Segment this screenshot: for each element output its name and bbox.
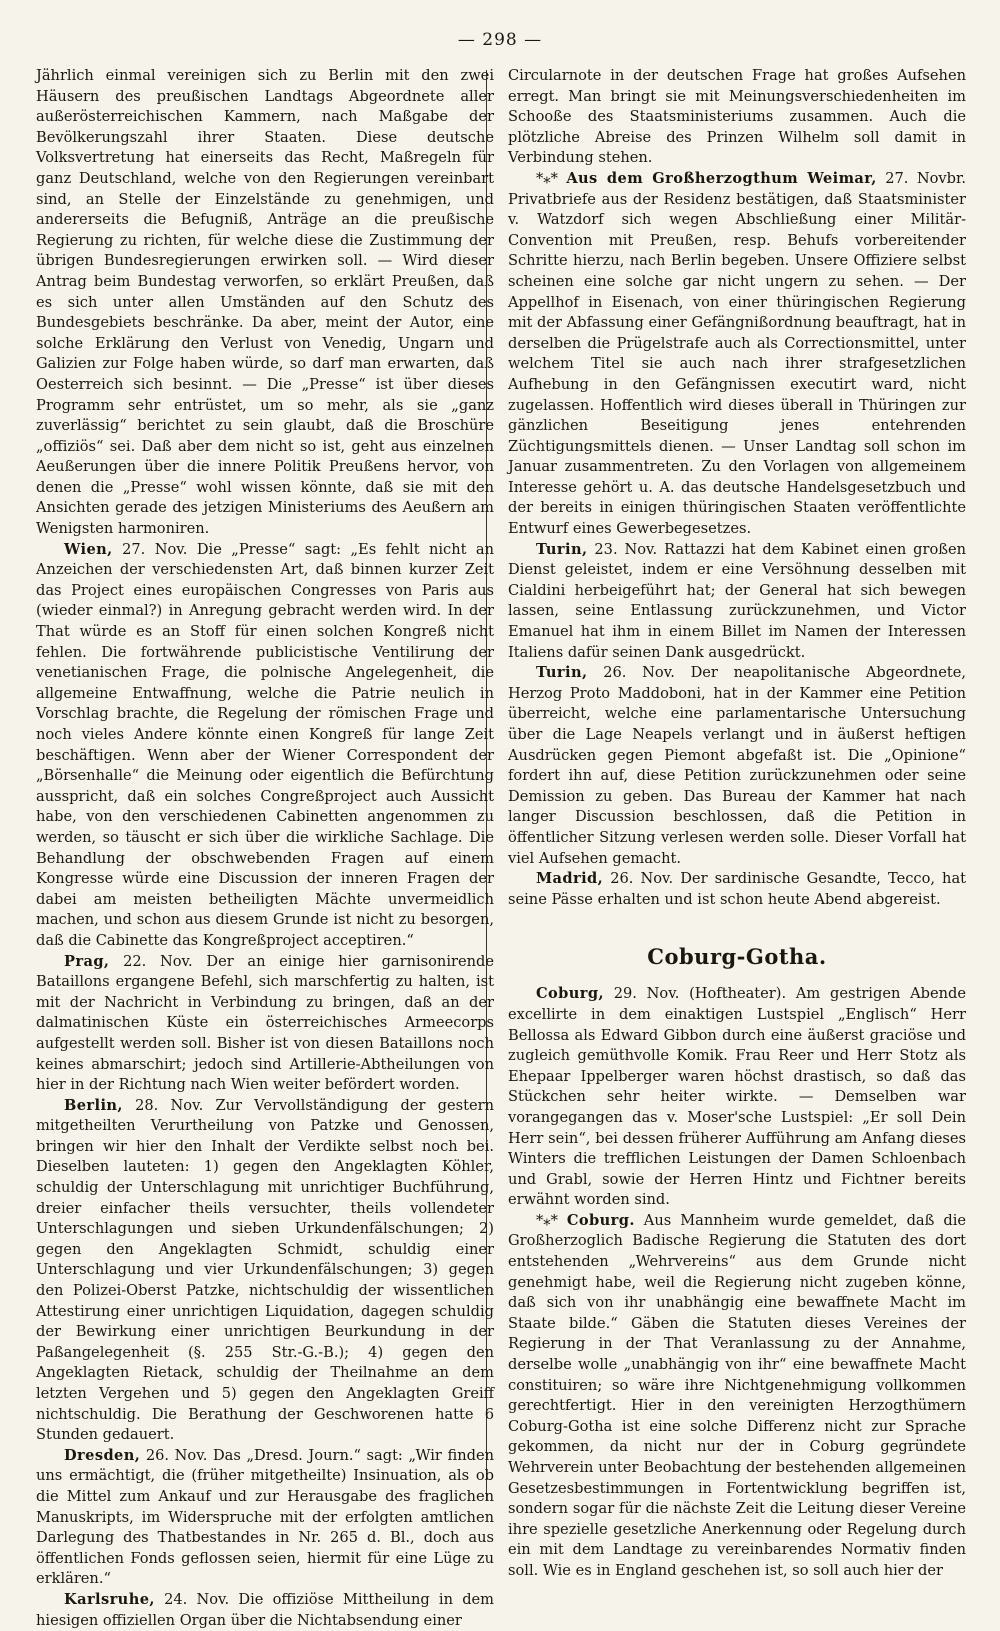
article-wien (36, 540, 494, 952)
text-coburg-1: Am gestrigen Abende excellirte in dem einaktigen Lustspiel „Englisch“ Herr Bellossa als Edward Gibbon durch eine äußerst graciöse und zugleich gemüthvolle Komik. Frau Reer und Herr Stotz als Ehepaar Ippelberger waren höchst drastisch, so daß das Stückchen sehr heiter wirkte. — Demselben war vorangegangen das v. Moser'sche Lustspiel: „Er soll Dein Herr sein“, bei dessen früherer Aufführung am Anfang dieses Winters die trefflichen Leistungen der Damen Schloenbach und Grabl, sowie der Herren Hintz und Fichtner bereits erwähnt worden sind. (508, 985, 966, 1209)
dateline-weimar: Aus dem Großherzogthum Weimar, (566, 169, 877, 187)
dateline-coburg-1: Coburg, (536, 985, 604, 1003)
text-prag: Der an einige hier garnisonirende Bataillons ergangene Befehl, sich marschfertig zu halten, ist mit der Nachricht in Verbindung zu bringen, daß an der dalmatinischen Küste ein österreichisches Armeecorps aufgestellt werden soll. Bisher ist von diesen Bataillons noch keines abmarschirt; jedoch sind Artillerie-Abtheilungen von hier in der Richtung nach Wien weiter befördert worden. (36, 952, 494, 1094)
text-turin-1: Rattazzi hat dem Kabinet einen großen Dienst geleistet, indem er eine Versöhnung desselben mit Cialdini herbeigeführt hat; der General hat sich bewegen lassen, seine Entlassung zurückzunehmen, und Victor Emanuel hat ihm in einem Billet im Namen der Interessen Italiens dafür seinen Dank ausgedrückt. (508, 540, 967, 661)
asterism-marker: *⁎* (536, 1211, 558, 1229)
article-continuation: Circularnote in der deutschen Frage hat großes Aufsehen erregt. Man bringt sie mit Meinungsverschiedenheiten im Schooße des Staatsministeriums zusammen. Auch die plötzliche Abreise des Prinzen Wilhelm soll damit in Verbindung stehen. (508, 67, 966, 167)
text-wien: Die „Presse“ sagt: „Es fehlt nicht an Anzeichen der verschiedensten Art, daß binnen kurzer Zeit das Project eines europäischen Congresses von Paris aus (wieder einmal?) in Anregung gebracht werden wird. In der That würde es an Stoff für einen solchen Kongreß nicht fehlen. Die fortwährende publicistische Ventilirung der venetianischen Frage, die polnische Angelegenheit, die allgemeine Entwaffnung, welche die Patrie neulich in Vorschlag brachte, die Regelung der römischen Frage und noch vieles Andere könnte einen Kongreß für lange Zeit beschäftigen. Wenn aber der Wiener Correspondent der „Börsenhalle“ die Meinung oder eigentlich die Befürchtung ausspricht, daß ein solches Congreßproject auch Aussicht habe, von den verschiedenen Cabinetten angenommen zu werden, so täuscht er sich über die wirkliche Sachlage. Die Behandlung der obschwebenden Fragen auf einem Kongresse würde eine Discussion der inneren Fragen der dabei am meisten betheiligten Mächte unvermeidlich machen, und schon aus diesem Grunde ist nicht zu besorgen, daß die Cabinette das Kongreßproject acceptiren.“ (36, 540, 495, 949)
left-column (36, 66, 495, 1629)
dateline-wien: Wien, (64, 540, 113, 558)
article-prag (36, 952, 494, 1096)
dateline-turin-2: Turin, (536, 664, 588, 682)
dateline-dresden: Dresden, (64, 1446, 141, 1464)
date-wien: 27. Nov. (122, 540, 188, 558)
article-turin-2 (508, 663, 966, 869)
text-madrid: Der sardinische Gesandte, Tecco, hat seine Pässe erhalten und ist schon heute Abend abgereist. (508, 870, 967, 908)
date-weimar: 27. Novbr. (885, 169, 966, 187)
asterism-marker: *⁎* (536, 169, 558, 187)
dateline-coburg-2: Coburg. (566, 1211, 635, 1229)
text-coburg-2: Aus Mannheim wurde gemeldet, daß die Großherzoglich Badische Regierung die Statuten des dort entstehenden „Wehrvereins“ aus dem Grunde nicht genehmigt habe, weil die Regierung nicht zugeben könne, daß sich von ihr unabhängig eine bewaffnete Macht im Staate bilde.“ Gäben die Statuten dieses Vereines der Regierung in der That Veranlassung zu der Annahme, derselbe wolle „unabhängig von ihr“ eine bewaffnete Macht constituiren; so wäre ihre Nichtgenehmigung vollkommen gerechtfertigt. Hier in den vereinigten Herzogthümern Coburg-Gotha ist eine solche Differenz nicht zur Sprache gekommen, da nicht nur der in Coburg gegründete Wehrverein unter Beobachtung der bestehenden allgemeinen Gesetzesbestimmungen in Fortentwicklung begriffen ist, sondern sogar für die nächste Zeit die Leitung dieser Vereine ihre spezielle gesetzliche Anerkennung oder Regelung durch ein mit dem Landtage zu vereinbarendes Normativ finden soll. Wie es in England geschehen ist, so soll auch hier der (508, 1211, 966, 1579)
dateline-berlin: Berlin, (64, 1096, 123, 1114)
article-karlsruhe (36, 1590, 494, 1631)
right-column (508, 66, 967, 1579)
page-number: — 298 — (457, 30, 543, 50)
date-madrid: 26. Nov. (610, 870, 674, 888)
date-coburg-1: 29. Nov. (Hoftheater). (613, 985, 787, 1003)
date-karlsruhe: 24. Nov. (164, 1590, 230, 1608)
date-turin-2: 26. Nov. (603, 664, 675, 682)
dateline-prag: Prag, (64, 952, 110, 970)
date-berlin: 28. Nov. (135, 1096, 204, 1114)
article-madrid (508, 869, 966, 910)
article-weimar (508, 169, 966, 540)
text-karlsruhe: Die offiziöse Mittheilung in dem hiesigen offiziellen Organ über die Nichtabsendung einer (36, 1590, 495, 1629)
article-coburg-2 (508, 1211, 966, 1582)
date-prag: 22. Nov. (123, 952, 193, 970)
article-intro: Jährlich einmal vereinigen sich zu Berlin mit den zwei Häusern des preußischen Landtags Abgeordnete aller außerösterreichischen Kammern, nach Maßgabe der Bevölkerungszahl ihrer Staaten. Diese deutsche Volksvertretung hat einerseits das Recht, Maßregeln für ganz Deutschland, welche von den Regierungen vereinbart sind, an Stelle der Einzelstände zu genehmigen, und andererseits die Befugniß, Anträge an die preußische Regierung zu richten, für welche diese die Zustimmung der übrigen Bundesregierungen erwirken soll. — Wird dieser Antrag beim Bundestag verworfen, so erklärt Preußen, daß es sich unter allen Umständen auf den Schutz des Bundesgebiets beschränke. Da aber, meint der Autor, eine solche Erklärung den Verlust von Venedig, Ungarn und Galizien zur Folge haben würde, so darf man erwarten, daß Oesterreich sich besinnt. — Die „Presse“ ist über dieses Programm sehr entrüstet, um so mehr, als sie „ganz zuverlässig“ berichtet zu sein glaubt, daß die Broschüre „offiziös“ sei. Daß aber dem nicht so ist, geht aus einzelnen Aeußerungen über die innere Politik Preußens hervor, von denen die „Presse“ wohl wissen könnte, daß sie mit den Ansichten gerade des jetzigen Ministeriums des Aeußern am Wenigsten harmoniren. (36, 67, 494, 538)
date-turin-1: 23. Nov. (594, 540, 658, 558)
article-coburg-1 (508, 984, 966, 1211)
text-weimar: Privatbriefe aus der Residenz bestätigen, daß Staatsminister v. Watzdorf sich wegen Abschließung einer Militär-Convention mit Preußen, resp. Behufs vorbereitender Schritte hierzu, nach Berlin begeben. Unsere Offiziere selbst scheinen eine solche gar nicht ungern zu sehen. — Der Appellhof in Eisenach, von einer thüringischen Regierung mit der Abfassung einer Gefängnißordnung beauftragt, hat in derselben die Prügelstrafe auch als Correctionsmittel, unter welchem Titel sie auch nach ihrer strafgesetzlichen Aufhebung in den Gefängnissen executirt ward, nicht zugelassen. Hoffentlich wird dieses überall in Thüringen zur gänzlichen Beseitigung jenes entehrenden Züchtigungsmittels dienen. — Unser Landtag soll schon im Januar zusammentreten. Zu den Vorlagen von allgemeinem Interesse gehört u. A. das deutsche Handelsgesetzbuch und der bereits in einigen thüringischen Staaten veröffentlichte Entwurf eines Gewerbegesetzes. (508, 190, 966, 538)
text-dresden: Das „Dresd. Journ.“ sagt: „Wir finden uns ermächtigt, die (früher mitgetheilte) Insinuation, als ob die Mittel zum Ankauf und zur Herausgabe des fraglichen Manuskripts, im Widerspruche mit der erfolgten amtlichen Darlegung des Thatbestandes in Nr. 265 d. Bl., doch aus öffentlichen Fonds geflossen seien, hiermit für eine Lüge zu erklären.“ (36, 1446, 494, 1588)
article-dresden (36, 1446, 494, 1590)
date-dresden: 26. Nov. (145, 1446, 208, 1464)
section-heading-coburg-gotha: Coburg-Gotha. (647, 944, 827, 970)
text-berlin: Zur Vervollständigung der gestern mitgetheilten Verurtheilung von Patzke und Genossen, bringen wir hier den Inhalt der Verdikte selbst noch bei. Dieselben lauteten: 1) gegen den Angeklagten Köhler, schuldig der Unterschlagung mit unrichtiger Buchführung, dreier einfacher theils versuchter, theils vollendeter Unterschlagungen und sieben Urkundenfälschungen; 2) gegen den Angeklagten Schmidt, schuldig einer Unterschlagung und vier Urkundenfälschungen; 3) gegen den Polizei-Oberst Patzke, nichtschuldig der wissentlichen Attestirung einer unrichtigen Liquidation, dagegen schuldig der Bewirkung einer unrichtigen Beurkundung in der Paßangelegenheit (§. 255 Str.-G.-B.); 4) gegen den Angeklagten Rietack, schuldig der Theilnahme an dem letzten Vergehen und 5) gegen den Angeklagten Greiff nichtschuldig. Die Berathung der Geschworenen hatte 6 Stunden gedauert. (36, 1096, 495, 1444)
dateline-karlsruhe: Karlsruhe, (64, 1590, 155, 1608)
article-turin-1 (508, 540, 966, 664)
text-turin-2: Der neapolitanische Abgeordnete, Herzog Proto Maddoboni, hat in der Kammer eine Petition überreicht, welche eine parlamentarische Untersuchung über die Lage Neapels verlangt und in äußerst heftigen Ausdrücken gegen Piemont abgefaßt ist. Die „Opinione“ fordert ihn auf, diese Petition zurückzunehmen oder seine Demission zu geben. Das Bureau der Kammer hat nach langer Discussion beschlossen, daß die Petition in öffentlicher Sitzung verlesen werden solle. Dieser Vorfall hat viel Aufsehen gemacht. (508, 664, 967, 867)
dateline-madrid: Madrid, (536, 870, 604, 888)
article-berlin (36, 1096, 494, 1446)
dateline-turin-1: Turin, (536, 540, 588, 558)
